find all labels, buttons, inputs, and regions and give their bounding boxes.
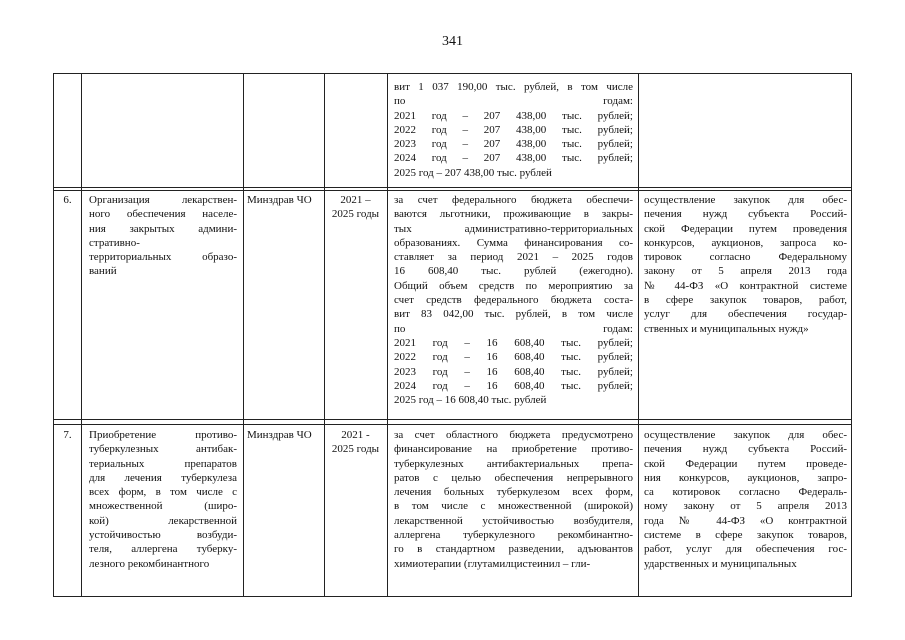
funding-description	[394, 193, 633, 407]
implementation-method-line: в сфере закупок товаров, работ,	[644, 294, 847, 307]
implementation-method-line: са котировок согласно Федераль-	[644, 486, 847, 499]
funding-description-line: лекарственной устойчивостью возбудителя,	[394, 514, 633, 527]
activity-name-line: ваний	[89, 265, 117, 278]
period	[325, 193, 386, 222]
activity-name	[89, 428, 237, 571]
funding-description-line: ставляет за период 2021 – 2025 годов	[394, 251, 633, 264]
funding-description-line: тых административно-территориальных	[394, 222, 633, 235]
implementation-method-line: ской Федерации путем проведения	[644, 222, 847, 235]
funding-description-line: 16 608,40 тыс. рублей (ежегодно).	[394, 265, 633, 278]
implementation-method-line: ственных и муниципальных нужд»	[644, 322, 809, 335]
table-column-border	[851, 73, 852, 596]
table-row-border	[53, 187, 852, 188]
funding-description	[394, 428, 633, 571]
funding-description-line: 2025 год – 16 608,40 тыс. рублей	[394, 394, 547, 407]
executor: Минздрав ЧО	[247, 429, 312, 441]
funding-description-line: образованиях. Сумма финансирования со-	[394, 236, 633, 249]
implementation-method-line: системе в сфере закупок товаров,	[644, 529, 847, 542]
funding-description-line: ратов с целью обеспечения непрерывного	[394, 471, 633, 484]
implementation-method-line: года № 44-ФЗ «О контрактной	[644, 514, 847, 527]
activity-name-line: Организация лекарствен-	[89, 194, 237, 206]
funding-description-line: туберкулезных антибактериальных препа-	[394, 457, 633, 470]
funding-description-line: 2023 год – 16 608,40 тыс. рублей;	[394, 365, 633, 378]
activity-name-line: устойчивостью возбуди-	[89, 529, 237, 542]
activity-name-line: ного обеспечения населе-	[89, 208, 237, 221]
table-row-border	[53, 419, 852, 420]
activity-name-line: териальных препаратов	[89, 457, 237, 470]
executor: Минздрав ЧО	[247, 194, 312, 206]
funding-description-line: за счет областного бюджета предусмотрено	[394, 429, 633, 441]
implementation-method-line: осуществление закупок для обес-	[644, 194, 847, 206]
activity-name-line: множественной (широ-	[89, 500, 237, 513]
implementation-method-line: работ, услуг для обеспечения гос-	[644, 543, 847, 556]
implementation-method-line: ния конкурсов, аукционов, запро-	[644, 471, 847, 484]
funding-description-line: 2024 год – 16 608,40 тыс. рублей;	[394, 379, 633, 392]
table-column-border	[53, 73, 54, 596]
activity-name-line: туберкулезных антибак-	[89, 443, 237, 456]
funding-description-line: 2021 год – 207 438,00 тыс. рублей;	[394, 109, 633, 122]
funding-description-line: 2024 год – 207 438,00 тыс. рублей;	[394, 152, 633, 165]
funding-description-line: 2022 год – 16 608,40 тыс. рублей;	[394, 351, 633, 364]
activity-name-line: для лечения туберкулеза	[89, 471, 237, 484]
implementation-method-line: № 44-ФЗ «О контрактной системе	[644, 279, 847, 292]
implementation-method-line: ному закону от 5 апреля 2013	[644, 500, 847, 513]
implementation-method-line: ударственных и муниципальных	[644, 557, 797, 570]
activity-name-line: теля, аллергена туберку-	[89, 543, 237, 556]
funding-description-line: финансирование на приобретение противо-	[394, 443, 633, 456]
table-row-border	[53, 596, 852, 597]
table-row-border	[53, 190, 852, 191]
activity-name-line: Приобретение противо-	[89, 429, 237, 441]
period	[325, 428, 386, 457]
funding-description-line: аллергена туберкулезного рекомбинантно-	[394, 529, 633, 542]
funding-description-line: вит 83 042,00 тыс. рублей, в том числе	[394, 308, 633, 321]
row-number: 7.	[63, 429, 72, 441]
table-column-border	[324, 73, 325, 596]
funding-description-line: Общий объем средств по мероприятию за	[394, 279, 633, 292]
implementation-method-line: услуг для обеспечения государ-	[644, 308, 847, 321]
funding-description-line: счет средств федерального бюджета соста-	[394, 294, 633, 307]
table-column-border	[387, 73, 388, 596]
period-line: 2021 –	[340, 194, 371, 206]
funding-description-line: в том числе с множественной (широкой)	[394, 500, 633, 513]
funding-description-line: вит 1 037 190,00 тыс. рублей, в том числе	[394, 81, 633, 93]
implementation-method-line: печения нужд субъекта Россий-	[644, 208, 847, 221]
funding-description-line: за счет федерального бюджета обеспечи-	[394, 194, 633, 206]
period-line: 2025 годы	[331, 208, 380, 221]
funding-description-line: по годам:	[394, 322, 633, 335]
table-row-border	[53, 73, 852, 74]
activity-name-line: лезного рекомбинантного	[89, 557, 210, 570]
funding-description-line: 2025 год – 207 438,00 тыс. рублей	[394, 166, 552, 179]
implementation-method-line: ской Федерации путем проведе-	[644, 457, 847, 470]
funding-description-line: 2021 год – 16 608,40 тыс. рублей;	[394, 336, 633, 349]
page-number: 341	[442, 34, 463, 49]
funding-description-line: ваются льготники, проживающие в закры-	[394, 208, 633, 221]
implementation-method	[644, 428, 847, 571]
activity-name-line: всех форм, в том числе с	[89, 486, 237, 499]
funding-description-line: лечения больных туберкулезом всех форм,	[394, 486, 633, 499]
table-column-border	[243, 73, 244, 596]
implementation-method	[644, 193, 847, 336]
implementation-method-line: конкурсов, аукционов, запроса ко-	[644, 236, 847, 249]
activity-name-line: стративно-	[89, 236, 140, 249]
implementation-method-line: осуществление закупок для обес-	[644, 429, 847, 441]
activity-name-line: кой) лекарственной	[89, 514, 237, 527]
funding-description-line: 2023 год – 207 438,00 тыс. рублей;	[394, 138, 633, 151]
table-column-border	[638, 73, 639, 596]
funding-description-line: по годам:	[394, 95, 633, 108]
funding-description-line: химиотерапии (глутамилцистеинил – гли-	[394, 557, 591, 570]
period-line: 2025 годы	[331, 443, 380, 456]
activity-name	[89, 193, 237, 279]
row-number: 6.	[63, 194, 72, 206]
funding-description-line: го в стандартном разведении, адъювантов	[394, 543, 633, 556]
funding-description	[394, 80, 633, 180]
funding-description-line: 2022 год – 207 438,00 тыс. рублей;	[394, 123, 633, 136]
table-column-border	[81, 73, 82, 596]
activity-name-line: территориальных образо-	[89, 251, 237, 264]
implementation-method-line: печения нужд субъекта Россий-	[644, 443, 847, 456]
implementation-method-line: тировок согласно Федеральному	[644, 251, 847, 264]
period-line: 2021 -	[341, 429, 370, 441]
implementation-method-line: закону от 5 апреля 2013 года	[644, 265, 847, 278]
table-row-border	[53, 424, 852, 425]
activity-name-line: ния закрытых админи-	[89, 222, 237, 235]
